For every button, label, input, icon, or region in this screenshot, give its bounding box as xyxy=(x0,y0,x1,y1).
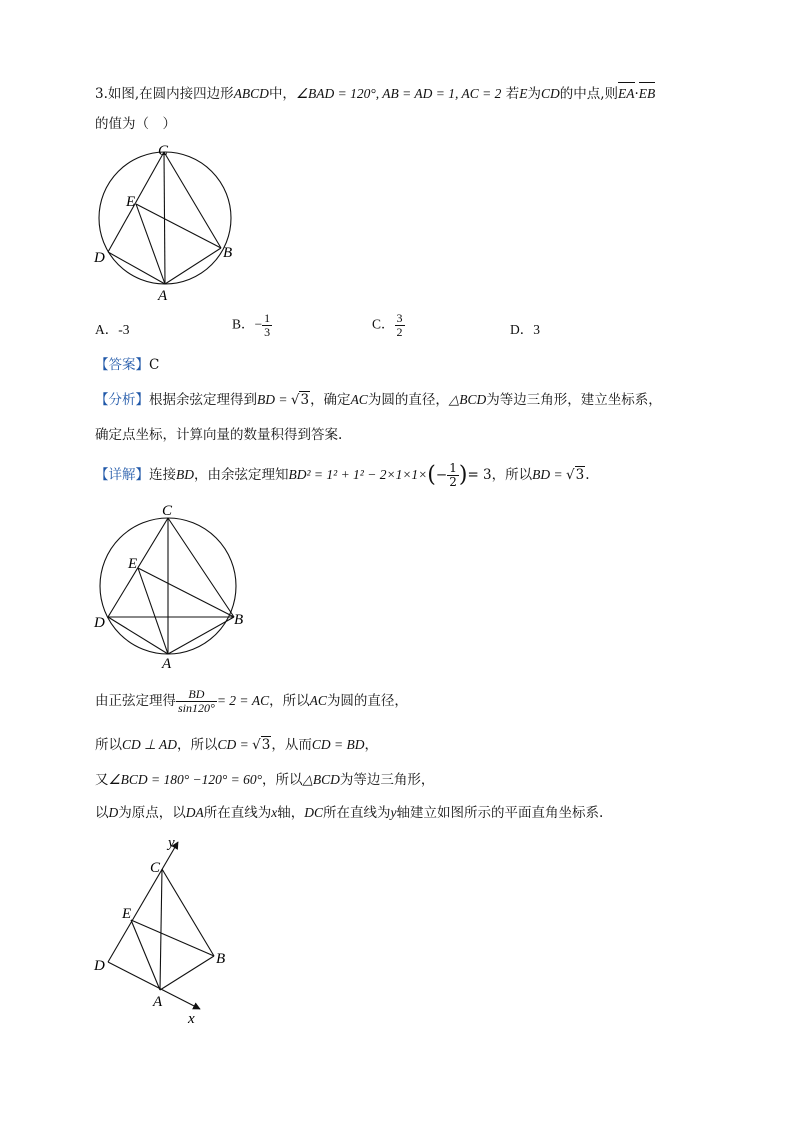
y-axis xyxy=(108,842,178,962)
figure-2-segments xyxy=(108,518,234,654)
label-x: x xyxy=(188,1011,195,1027)
detail-tag: 【详解】 xyxy=(95,467,149,483)
vector-ea: EA xyxy=(618,84,635,104)
question-line-2: 的值为（ ） xyxy=(95,116,176,132)
label-e: E xyxy=(128,556,138,572)
option-c: C． $\frac{3}{2}$ xyxy=(372,311,403,339)
label-e: E xyxy=(122,906,132,922)
step-2-line: 所以CD ⊥ AD，所以CD = √3，从而CD = BD， xyxy=(95,737,378,753)
figure-3-segments xyxy=(108,842,214,1009)
option-d: D．3 xyxy=(510,322,540,337)
analysis-line-1: 【分析】根据余弦定理得到BD = √3，确定AC为圆的直径，△BCD为等边三角形，建立坐标系， xyxy=(95,392,662,408)
label-c: C xyxy=(162,503,173,519)
label-d: D xyxy=(94,615,105,631)
figure-1-circle-quadrilateral xyxy=(88,140,248,305)
option-a: A．-3 xyxy=(95,322,130,337)
label-e: E xyxy=(126,194,136,210)
detail-line: 【详解】连接BD，由余弦定理知BD² = 1² + 1² − 2×1×1×(− $\frac{1}{2}$ )= 3，所以BD = √3. xyxy=(95,461,590,489)
analysis-line-2: 确定点坐标，计算向量的数量积得到答案. xyxy=(95,427,343,443)
answer-tag: 【答案】 xyxy=(95,357,149,373)
label-c: C xyxy=(150,860,161,876)
label-b: B xyxy=(223,245,233,261)
label-b: B xyxy=(216,951,226,967)
vector-eb: EB xyxy=(639,84,656,104)
answer-line xyxy=(95,355,159,375)
label-d: D xyxy=(94,958,105,974)
label-y: y xyxy=(168,835,175,851)
question-line-1: 3.如图,在圆内接四边形ABCD中，∠BAD = 120°, AB = AD = 1, AC = 2 若E为CD的中点,则EA·EB xyxy=(95,86,656,102)
analysis-tag: 【分析】 xyxy=(95,392,149,408)
figure-2-circle-with-bd xyxy=(88,500,248,672)
option-b: B．− $\frac{1}{3}$ xyxy=(232,311,271,339)
label-a: A xyxy=(162,656,172,672)
figure-1-segments xyxy=(108,152,221,284)
step-3-line: 又∠BCD = 180° −120° = 60°，所以△BCD为等边三角形， xyxy=(95,772,435,788)
step-4-line: 以D为原点，以DA所在直线为x轴，DC所在直线为y轴建立如图所示的平面直角坐标系. xyxy=(95,805,604,821)
question-number: 3. xyxy=(95,86,108,102)
answer-value: C xyxy=(149,357,160,373)
label-a: A xyxy=(158,288,168,304)
label-c: C xyxy=(158,143,169,159)
label-b: B xyxy=(234,612,244,628)
given-conditions: ∠BAD = 120°, AB = AD = 1, AC = 2 xyxy=(295,86,502,101)
figure-3-coordinate-system xyxy=(88,832,248,1027)
step-1-line: 由正弦定理得 $\frac{BD}{\sin 120^\circ}$ = 2 = AC，所以AC为圆的直径， xyxy=(95,687,408,715)
label-d: D xyxy=(94,250,105,266)
label-a: A xyxy=(153,994,163,1010)
